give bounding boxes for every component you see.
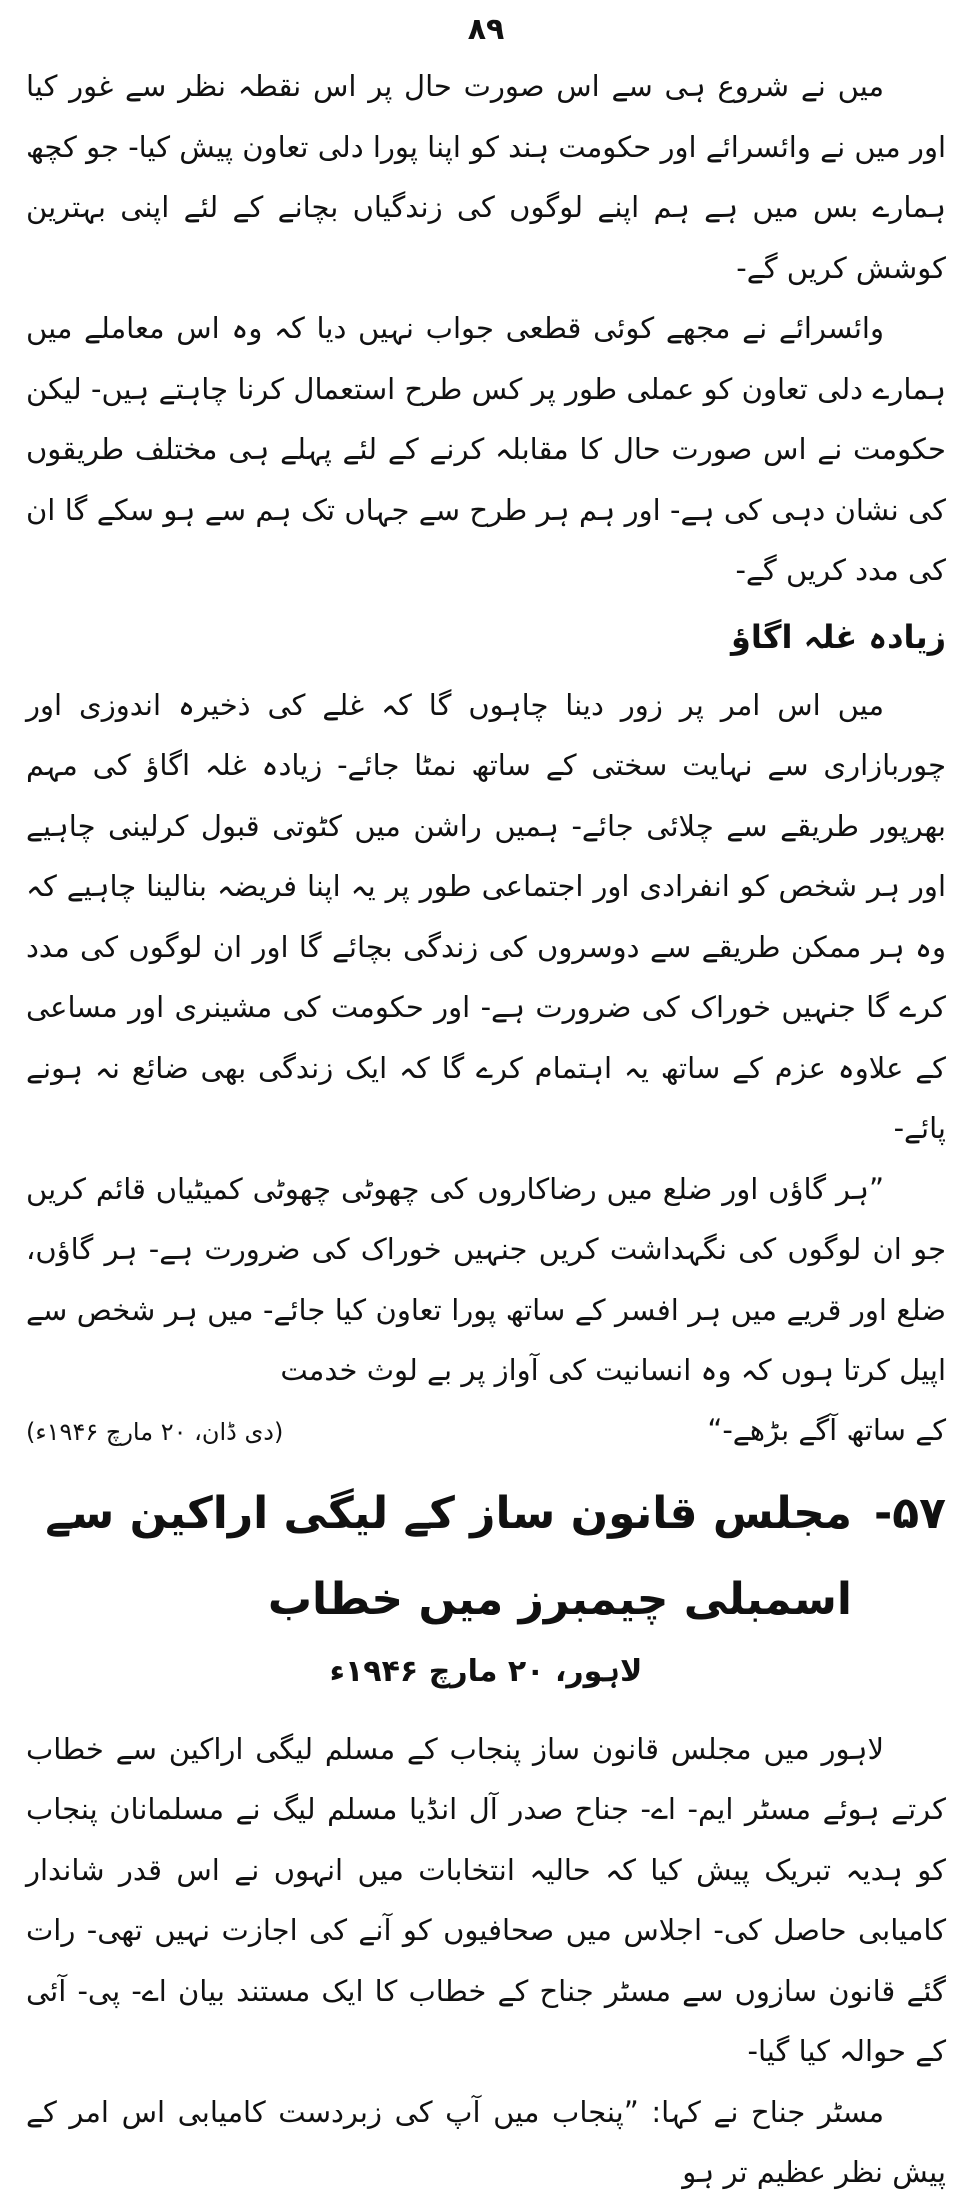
paragraph-4: ”ہر گاؤں اور ضلع میں رضاکاروں کی چھوٹی چھوٹی کمیٹیاں قائم کریں جو ان لوگوں کی نگہداشت کریں جنہیں خوراک کی ضرورت ہے- ہر گاؤں، ضلع اور قریے میں ہر افسر کے ساتھ پورا تعاون کیا جائے- میں ہر شخص سے اپیل کرتا ہوں کہ وہ انسانیت کی آواز پر بے لوث خدمت bbox=[26, 1171, 946, 1387]
chapter-title: مجلس قانون ساز کے لیگی اراکین سے اسمبلی چیمبرز میں خطاب bbox=[45, 1487, 853, 1625]
paragraph-2: وائسرائے نے مجھے کوئی قطعی جواب نہیں دیا کہ وہ اس معاملے میں ہمارے دلی تعاون کو عملی طور پر کس طرح استعمال کرنا چاہتے ہیں- لیکن حکومت نے اس صورت حال کا مقابلہ کرنے کے لئے پہلے ہی مختلف طریقوں کی نشان دہی کی ہے- اور ہم ہر طرح سے جہاں تک ہم سے ہو سکے گا ان کی مدد کریں گے- bbox=[26, 311, 946, 587]
paragraph-5: لاہور میں مجلس قانون ساز پنجاب کے مسلم لیگی اراکین سے خطاب کرتے ہوئے مسٹر ایم- اے- جناح صدر آل انڈیا مسلم لیگ نے مسلمانان پنجاب کو ہدیہ تبریک پیش کیا کہ حالیہ انتخابات میں انہوں نے اس قدر شاندار کامیابی حاصل کی- اجلاس میں صحافیوں کو آنے کی اجازت نہیں تھی- رات گئے قانون سازوں سے مسٹر جناح کے خطاب کا ایک مستند بیان اے- پی- آئی کے حوالہ کیا گیا- bbox=[26, 1731, 946, 2068]
paragraph-1: میں نے شروع ہی سے اس صورت حال پر اس نقطہ نظر سے غور کیا اور میں نے وائسرائے اور حکومت ہند کو اپنا پورا دلی تعاون پیش کیا- جو کچھ ہمارے بس میں ہے ہم اپنے لوگوں کی زندگیاں بچانے کے لئے اپنی بہترین کوشش کریں گے- bbox=[26, 69, 946, 285]
paragraph-3: میں اس امر پر زور دینا چاہوں گا کہ غلے کی ذخیرہ اندوزی اور چوربازاری سے نہایت سختی کے ساتھ نمٹا جائے- زیادہ غلہ اگاؤ کی مہم بھرپور طریقے سے چلائی جائے- ہمیں راشن میں کٹوتی قبول کرلینی چاہیے اور ہر شخص کو انفرادی اور اجتماعی طور پر یہ اپنا فریضہ بنالینا چاہیے کہ وہ ہر ممکن طریقے سے دوسروں کی زندگی بچائے گا اور ان لوگوں کی مدد کرے گا جنہیں خوراک کی ضرورت ہے- اور حکومت کی مشینری اور مساعی کے علاوہ عزم کے ساتھ یہ اہتمام کرے گا کہ ایک زندگی بھی ضائع نہ ہونے پائے- bbox=[26, 687, 946, 1145]
chapter-dateline: لاہور، ۲۰ مارچ ۱۹۴۶ء bbox=[329, 1653, 643, 1689]
chapter-heading bbox=[26, 1471, 946, 1643]
closing-row bbox=[26, 1401, 946, 1461]
closing-line: کے ساتھ آگے بڑھے-“ bbox=[707, 1412, 946, 1447]
section-subheading: زیادہ غلہ اگاؤ bbox=[730, 617, 946, 656]
page-number: ۸۹ bbox=[467, 12, 505, 47]
paragraph-6: مسٹر جناح نے کہا: ”پنجاب میں آپ کی زبردست کامیابی اس امر کے پیش نظر عظیم تر ہو bbox=[26, 2094, 946, 2189]
chapter-number: ۵۷- bbox=[874, 1487, 946, 1539]
source-citation: (دی ڈان، ۲۰ مارچ ۱۹۴۶ء) bbox=[26, 1417, 284, 1446]
